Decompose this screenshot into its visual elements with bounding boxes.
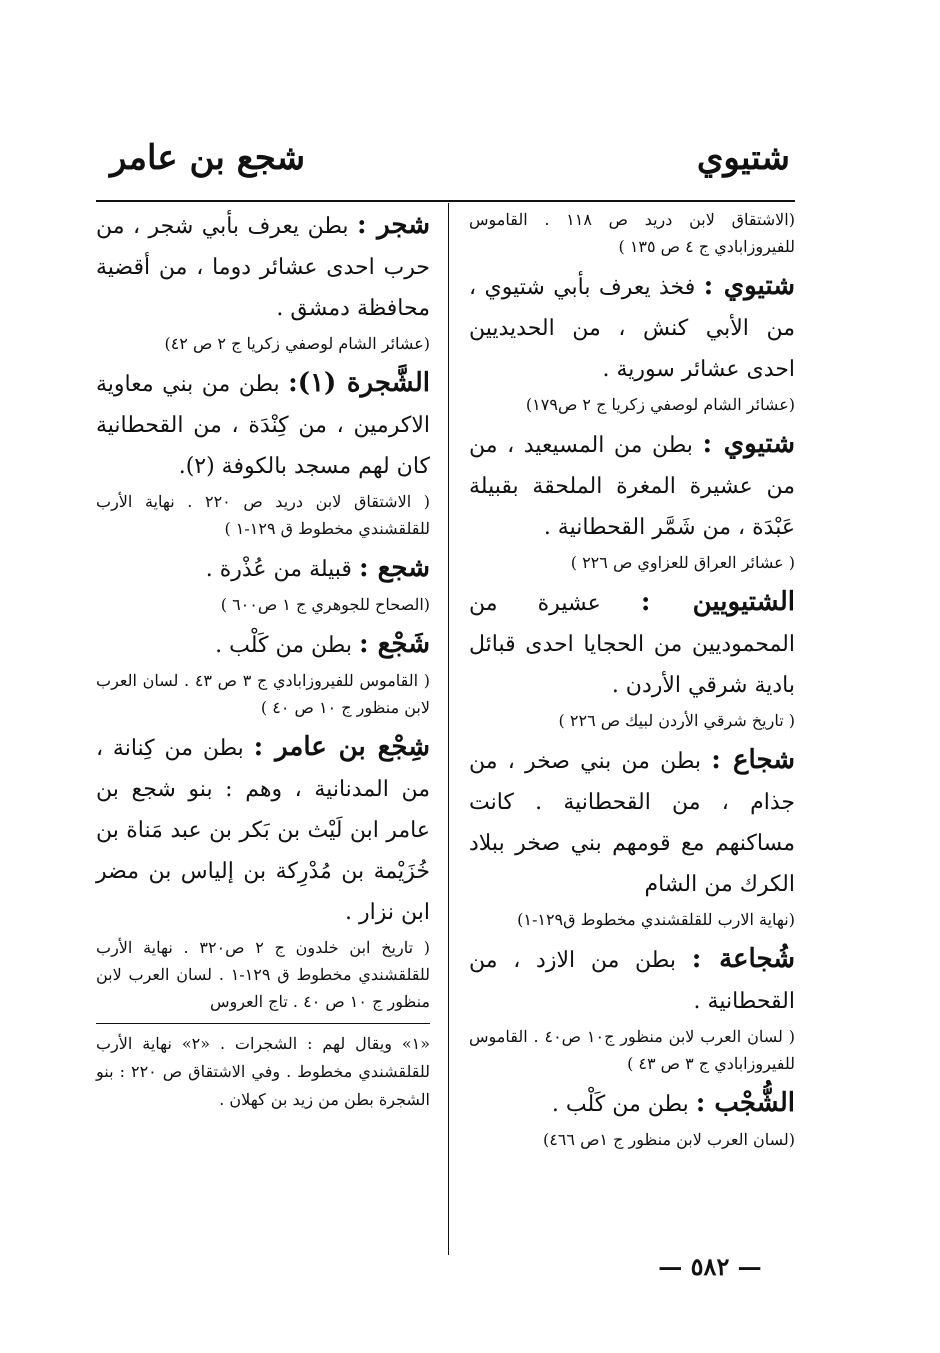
entry-body: بطن من الازد ، من القحطانية . xyxy=(469,948,795,1014)
entry xyxy=(96,624,430,721)
running-header-right: شتيوي xyxy=(696,138,790,178)
entry-head: شَجْع : xyxy=(358,629,430,659)
entry-body: بطن من بني معاوية الاكرمين ، من كِنْدَة ، من القحطانية كان لهم مسجد بالكوفة (٢). xyxy=(96,372,430,479)
continued-reference: (الاشتقاق لابن دريد ص ١١٨ . القاموس للفيروزابادي ج ٤ ص ١٣٥ ) xyxy=(469,210,795,256)
entry xyxy=(96,363,430,542)
entry-head: شجر : xyxy=(356,210,430,240)
entry-reference: ( تاريخ ابن خلدون ج ٢ ص٣٢٠ . نهاية الأرب للقلقشندي مخطوط ق ١٢٩-١ . لسان العرب لابن منظور ج ١٠ ص ٤٠ . تاج العروس xyxy=(96,938,431,1011)
entry-reference: (عشائر الشام لوصفي زكريا ج ٢ ص١٧٩) xyxy=(525,395,795,414)
entry-body: بطن من كِنانة ، من المدنانية ، وهم : بنو شجع بن عامر ابن لَيْث بن بَكر بن عبد مَناة بن خُزَيْمة بن مُدْرِكة بن إلياس بن مضر ابن نزار . xyxy=(96,736,430,925)
entry-body: عشيرة من المحموديين من الحجايا احدى قبائل بادية شرقي الأردن . xyxy=(469,591,795,698)
footnote-rule xyxy=(96,1023,430,1024)
entry-head: شجع : xyxy=(358,553,430,583)
right-column xyxy=(469,205,795,1159)
entry-body: بطن من بني صخر ، من جذام ، من القحطانية . كانت مساكنهم مع قومهم بني صخر ببلاد الكرك من الشام xyxy=(469,749,795,897)
entry xyxy=(96,205,430,357)
entry xyxy=(469,1083,795,1153)
entry xyxy=(469,582,795,734)
entry-body: بطن من كَلْب . xyxy=(215,633,352,658)
entry-reference: ( القاموس للفيروزابادي ج ٣ ص ٤٣ . لسان العرب لابن منظور ج ١٠ ص ٤٠ ) xyxy=(96,671,431,717)
entry-head: شِجْع بن عامر : xyxy=(253,732,430,762)
page-number: — ٥٨٢ — xyxy=(658,1252,762,1281)
entry-reference: (لسان العرب لابن منظور ج ١ص ٤٦٦) xyxy=(542,1130,795,1149)
entry-head: الشَّجرة (١): xyxy=(288,368,430,398)
entry xyxy=(96,548,430,618)
entry-reference: (نهاية الارب للقلقشندي مخطوط ق١٢٩-١) xyxy=(517,910,795,929)
entry xyxy=(469,266,795,418)
entry-head: شتيوي : xyxy=(703,271,795,301)
entry-head: شتيوي : xyxy=(702,429,795,459)
entry-reference: ( لسان العرب لابن منظور ج١٠ ص٤٠ . القاموس للفيروزابادي ج ٣ ص ٤٣ ) xyxy=(469,1027,795,1073)
entry xyxy=(469,424,795,576)
left-column xyxy=(96,205,430,1114)
entry-head: شجاع : xyxy=(711,745,796,775)
entry-body: بطن من كَلْب . xyxy=(551,1092,689,1117)
header-rule xyxy=(96,200,795,202)
entry-head: الشُّجْب : xyxy=(695,1088,795,1118)
entry xyxy=(469,740,795,933)
column-divider xyxy=(448,203,449,1255)
entry-reference: ( عشائر العراق للعزاوي ص ٢٢٦ ) xyxy=(570,553,795,572)
footnote: «١» ويقال لهم : الشجرات . «٢» نهاية الأرب للقلقشندي مخطوط . وفي الاشتقاق ص ٢٢٠ : بنو الشجرة بطن من زيد بن كهلان . xyxy=(96,1034,430,1109)
running-header-left: شجع بن عامر xyxy=(110,138,306,178)
entry xyxy=(469,939,795,1077)
entry-body: بطن يعرف بأبي شجر ، من حرب احدى عشائر دوما ، من أقضية محافظة دمشق . xyxy=(96,214,430,321)
entry-body: فخذ يعرف بأبي شتيوي ، من الأبي كنش ، من الحديديين احدى عشائر سورية . xyxy=(469,275,795,382)
entry xyxy=(96,727,430,1015)
entry-body: بطن من المسيعيد ، من من عشيرة المغرة الملحقة بقبيلة عَبْدَة ، من شَمَّر القحطانية . xyxy=(469,433,795,540)
entry-reference: (عشائر الشام لوصفي زكريا ج ٢ ص ٤٢) xyxy=(164,334,430,353)
entry-head: شُجاعة : xyxy=(691,944,796,974)
entry-head: الشتيويين : xyxy=(640,587,795,617)
entry-reference: (الصحاح للجوهري ج ١ ص٦٠٠ ) xyxy=(220,595,430,614)
entry-body: قبيلة من عُذْرة . xyxy=(205,557,352,582)
entry-reference: ( الاشتقاق لابن دريد ص ٢٢٠ . نهاية الأرب للقلقشندي مخطوط ق ١٢٩-١ ) xyxy=(96,492,430,538)
entry-reference: ( تاريخ شرقي الأردن لبيك ص ٢٢٦ ) xyxy=(558,711,795,730)
